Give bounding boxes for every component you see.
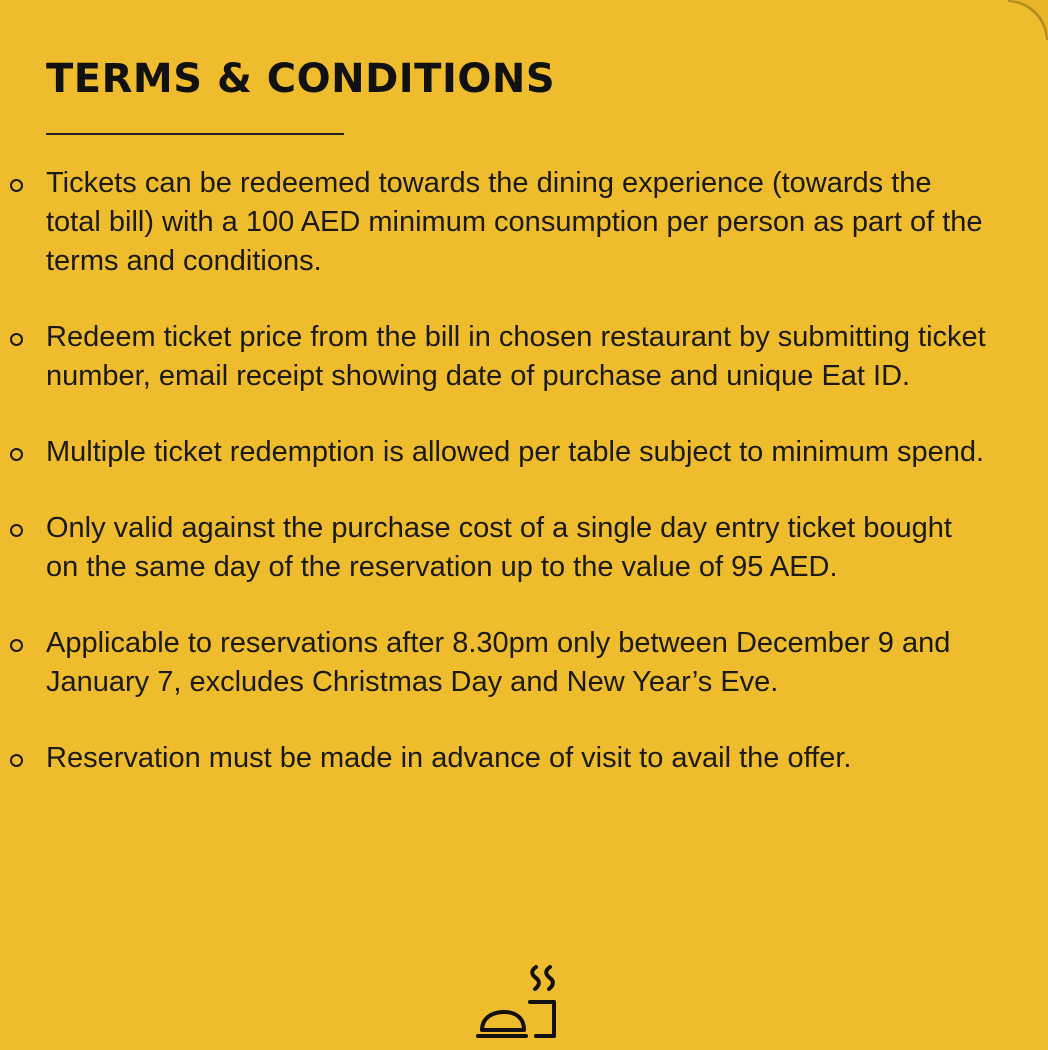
term-text: Applicable to reservations after 8.30pm only between December 9 and January 7, excludes Christmas Day and New Year’s Eve. xyxy=(46,627,951,698)
bullet-icon xyxy=(10,639,23,652)
list-item xyxy=(0,624,1040,702)
list-item xyxy=(0,433,1040,472)
term-text: Only valid against the purchase cost of a single day entry ticket bought on the same day of the reservation up to the value of 95 AED. xyxy=(46,512,952,583)
list-item xyxy=(0,739,1040,778)
page-title: TERMS & CONDITIONS xyxy=(46,56,556,102)
bullet-icon xyxy=(10,333,23,346)
bullet-icon xyxy=(10,179,23,192)
term-text: Multiple ticket redemption is allowed per table subject to minimum spend. xyxy=(46,436,985,468)
bullet-icon xyxy=(10,524,23,537)
term-text: Reservation must be made in advance of visit to avail the offer. xyxy=(46,742,852,774)
term-text: Redeem ticket price from the bill in chosen restaurant by submitting ticket number, email receipt showing date of purchase and unique Eat ID. xyxy=(46,321,986,392)
terms-list xyxy=(0,164,1040,815)
list-item xyxy=(0,164,1040,281)
term-text: Tickets can be redeemed towards the dining experience (towards the total bill) with a 100 AED minimum consumption per person as part of the terms and conditions. xyxy=(46,167,983,277)
hot-dish-icon xyxy=(470,962,562,1042)
title-underline xyxy=(46,133,344,135)
list-item xyxy=(0,509,1040,587)
list-item xyxy=(0,318,1040,396)
bullet-icon xyxy=(10,448,23,461)
bullet-icon xyxy=(10,754,23,767)
